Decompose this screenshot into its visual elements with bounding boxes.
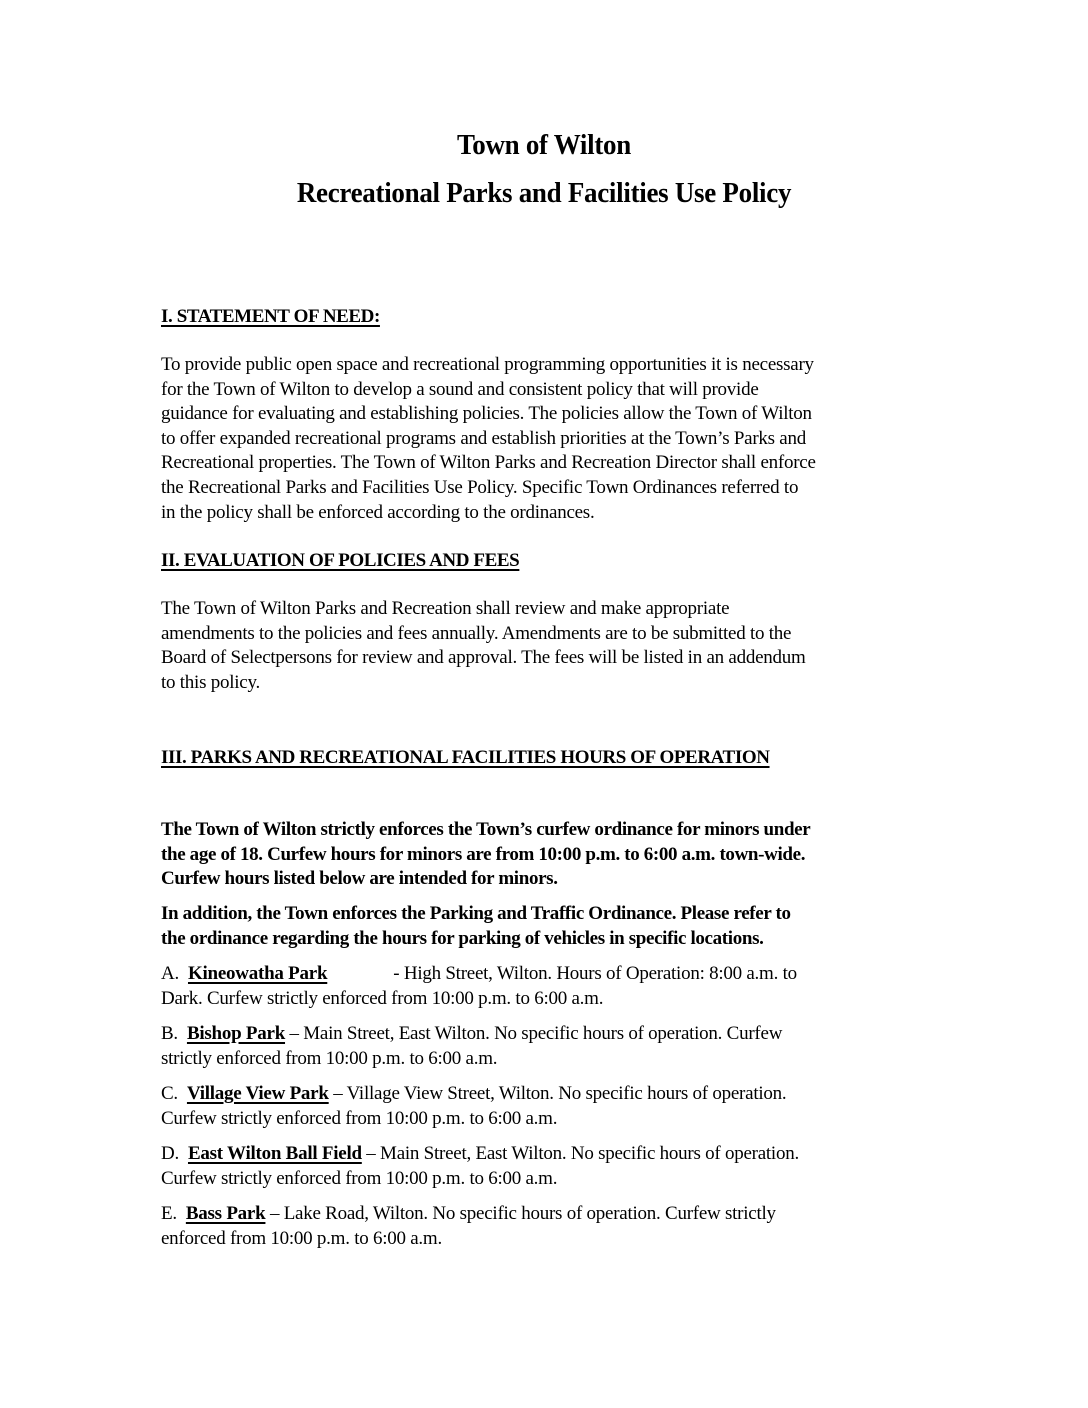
section-heading-statement-of-need: I. STATEMENT OF NEED:: [161, 306, 380, 327]
park-item-kineowatha: [161, 962, 941, 1011]
park-details: – Main Street, East Wilton. No specific hours of operation.: [361, 1143, 799, 1164]
paragraph-line: the Recreational Parks and Facilities Use Policy. Specific Town Ordinances referred to: [161, 476, 799, 498]
paragraph-line: to this policy.: [161, 671, 260, 693]
document-title: Town of Wilton: [457, 129, 631, 161]
park-letter: B.: [161, 1023, 178, 1044]
statement-of-need-paragraph: [161, 353, 941, 525]
notice-line: the age of 18. Curfew hours for minors are from 10:00 p.m. to 6:00 a.m. town-wide.: [161, 843, 806, 865]
park-name: Village View Park: [186, 1083, 329, 1104]
park-curfew: Curfew strictly enforced from 10:00 p.m. to 6:00 a.m.: [161, 1107, 558, 1129]
park-name: East Wilton Ball Field: [187, 1143, 362, 1164]
park-curfew: Dark. Curfew strictly enforced from 10:00 p.m. to 6:00 a.m.: [161, 987, 604, 1009]
park-curfew: enforced from 10:00 p.m. to 6:00 a.m.: [161, 1227, 442, 1249]
notice-line: The Town of Wilton strictly enforces the Town’s curfew ordinance for minors under: [161, 819, 811, 840]
paragraph-line: for the Town of Wilton to develop a sound and consistent policy that will provide: [161, 378, 759, 400]
park-details: - High Street, Wilton. Hours of Operation: 8:00 a.m. to: [393, 963, 797, 984]
section-heading-hours-of-operation: III. PARKS AND RECREATIONAL FACILITIES HOURS OF OPERATION: [161, 747, 770, 768]
notice-line: In addition, the Town enforces the Parking and Traffic Ordinance. Please refer to: [161, 903, 791, 924]
park-curfew: Curfew strictly enforced from 10:00 p.m. to 6:00 a.m.: [161, 1167, 558, 1189]
park-name: Kineowatha Park: [187, 963, 328, 984]
curfew-notice: [161, 818, 941, 892]
paragraph-line: Recreational properties. The Town of Wilton Parks and Recreation Director shall enforce: [161, 452, 816, 474]
park-item-bass: [161, 1202, 941, 1251]
park-curfew: strictly enforced from 10:00 p.m. to 6:00 a.m.: [161, 1047, 498, 1069]
notice-line: Curfew hours listed below are intended for minors.: [161, 868, 558, 890]
park-letter: A.: [161, 963, 179, 984]
park-details: – Village View Street, Wilton. No specific hours of operation.: [328, 1083, 787, 1104]
park-details: – Main Street, East Wilton. No specific hours of operation. Curfew: [285, 1023, 783, 1044]
notice-line: the ordinance regarding the hours for parking of vehicles in specific locations.: [161, 927, 764, 949]
parking-notice: [161, 902, 941, 951]
document-subtitle: Recreational Parks and Facilities Use Policy: [296, 177, 792, 209]
paragraph-line: To provide public open space and recreational programming opportunities it is necessary: [161, 354, 814, 375]
park-name: Bishop Park: [186, 1023, 286, 1044]
park-item-east-wilton-ball-field: [161, 1142, 941, 1191]
park-item-bishop: [161, 1022, 941, 1071]
paragraph-line: Board of Selectpersons for review and approval. The fees will be listed in an addendum: [161, 647, 806, 669]
park-letter: C.: [161, 1083, 178, 1104]
paragraph-line: The Town of Wilton Parks and Recreation shall review and make appropriate: [161, 598, 730, 619]
evaluation-paragraph: [161, 597, 941, 695]
paragraph-line: amendments to the policies and fees annually. Amendments are to be submitted to the: [161, 622, 792, 644]
paragraph-line: in the policy shall be enforced according to the ordinances.: [161, 501, 595, 523]
paragraph-line: to offer expanded recreational programs and establish priorities at the Town’s Parks and: [161, 427, 806, 449]
park-details: – Lake Road, Wilton. No specific hours of operation. Curfew strictly: [265, 1203, 776, 1224]
park-item-village-view: [161, 1082, 941, 1131]
park-letter: D.: [161, 1143, 179, 1164]
park-letter: E.: [161, 1203, 177, 1224]
section-heading-evaluation: II. EVALUATION OF POLICIES AND FEES: [161, 550, 520, 571]
park-name: Bass Park: [185, 1203, 266, 1224]
paragraph-line: guidance for evaluating and establishing policies. The policies allow the Town of Wilton: [161, 403, 812, 425]
